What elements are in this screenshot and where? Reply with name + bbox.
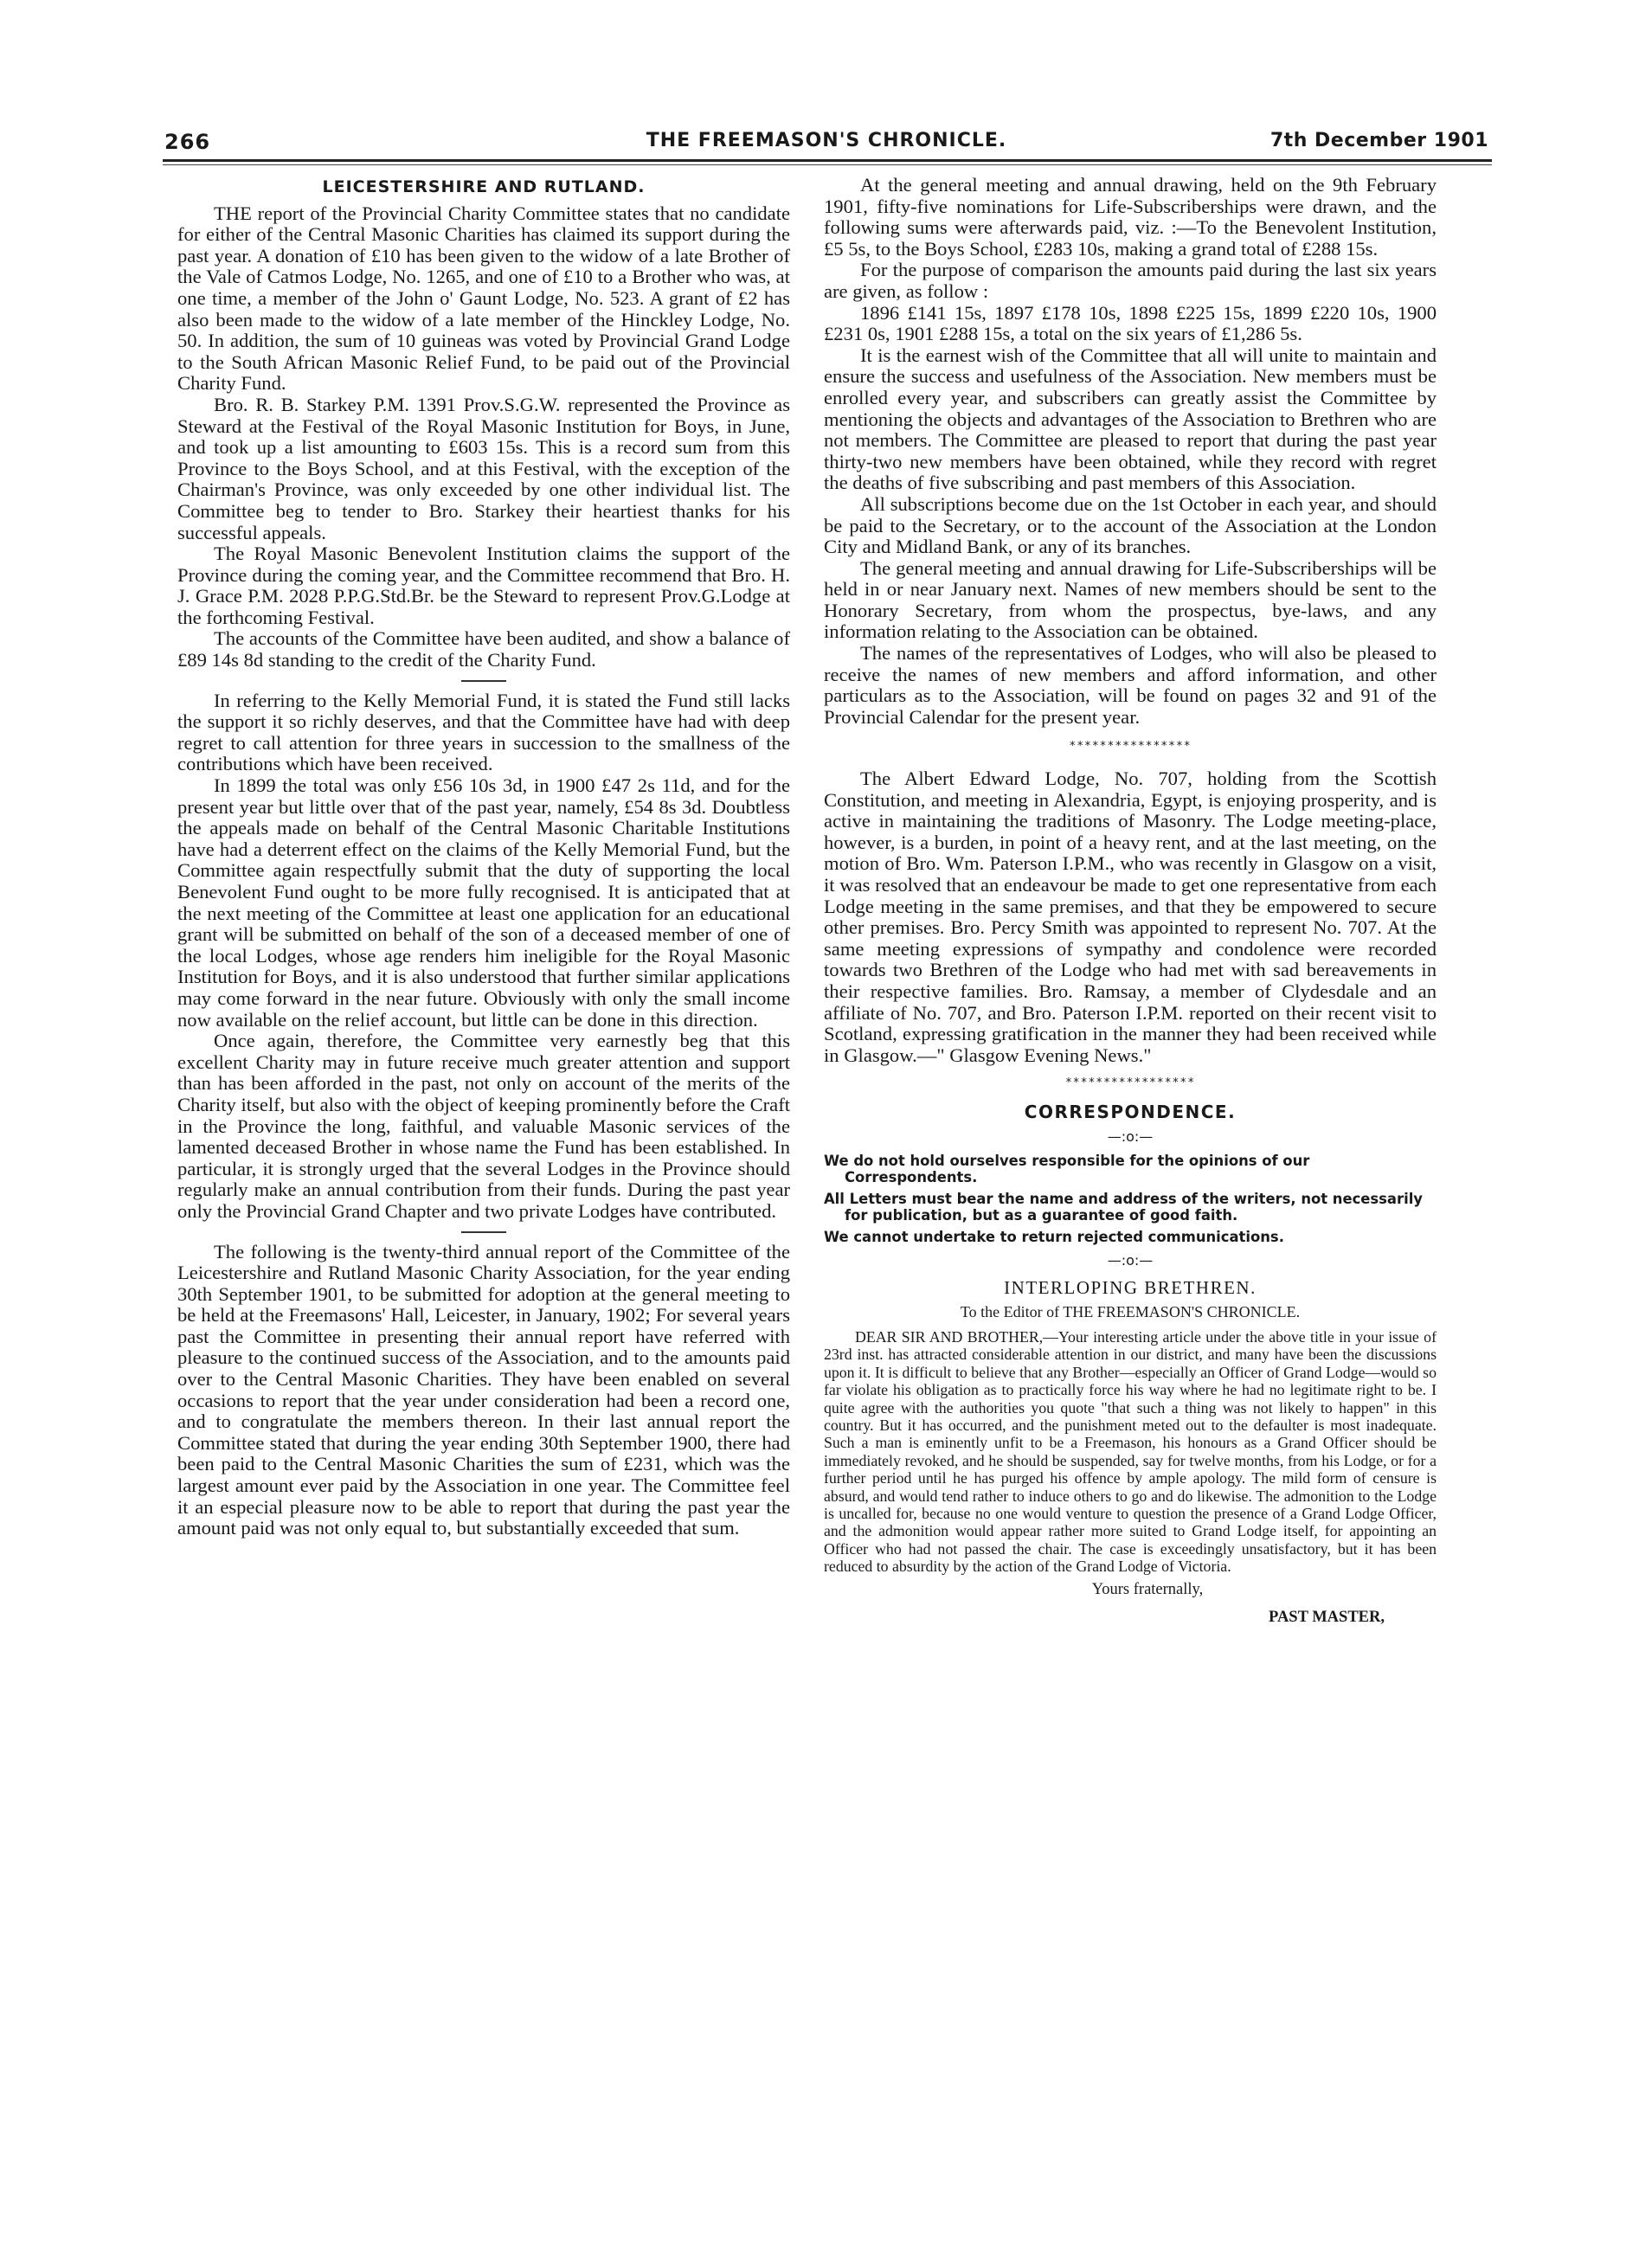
paragraph: For the purpose of comparison the amounts paid during the last six years are given, as follow : bbox=[824, 259, 1437, 302]
section-divider bbox=[461, 680, 506, 682]
paragraph: All subscriptions become due on the 1st October in each year, and should be paid to the Secretary, or to the account of the Association at the London City and Midland Bank, or any of its branches. bbox=[824, 492, 1437, 558]
left-column bbox=[177, 175, 790, 1539]
page-number: 266 bbox=[164, 130, 211, 154]
paragraph: THE report of the Provincial Charity Committee states that no candidate for either of the Central Masonic Charities has claimed its support during the past year. A donation of £10 has been given to the widow of a late Brother of the Vale of Catmos Lodge, No. 1265, and one of £10 to a Brother who was, at one time, a member of the John o' Gaunt Lodge, No. 523. A grant of £2 has also been made to the widow of a late member of the Hinckley Lodge, No. 50. In addition, the sum of 10 guineas was voted by Provincial Grand Lodge to the South African Masonic Relief Fund, to be paid out of the Provincial Charity Fund. bbox=[177, 202, 790, 395]
paragraph: The accounts of the Committee have been audited, and show a balance of £89 14s 8d standing to the credit of the Charity Fund. bbox=[177, 627, 790, 671]
paragraph: At the general meeting and annual drawing, held on the 9th February 1901, fifty-five nominations for Life-Subscriberships were drawn, and the following sums were afterwards paid, viz. :—To the Benevolent Institution, £5 5s, to the Boys School, £283 10s, making a grand total of £288 15s. bbox=[824, 174, 1437, 260]
paragraph: The Albert Edward Lodge, No. 707, holding from the Scottish Constitution, and meeting in Alexandria, Egypt, is enjoying prosperity, and is active in maintaining the traditions of Masonry. The Lodge meeting-place, however, is a burden, in point of a heavy rent, and at the last meeting, on the motion of Bro. Wm. Paterson I.P.M., who was recently in Glasgow on a visit, it was resolved that an endeavour be made to get one representative from each Lodge meeting in the same premises, and that they be empowered to secure other premises. Bro. Percy Smith was appointed to represent No. 707. At the same meeting expressions of sympathy and condolence were recorded towards two Brethren of the Lodge who had met with sad bereavements in their respective families. Bro. Ramsay, a member of Clydesdale and an affiliate of No. 707, and Bro. Paterson I.P.M. reported on their recent visit to Scotland, expressing gratification in the manner they had been received while in Glasgow.—" Glasgow Evening News." bbox=[824, 768, 1437, 1066]
letter-text: —Your interesting article under the above title in your issue of 23rd inst. has attracted considerable attention in our district, and many have been the discussions upon it. It is difficult to believe that any Brother—especially an Officer of Grand Lodge—would so far violate his obligation as to practically force his way where he had no legitimate right to be. I quite agree with the authorities you quote "that such a thing was not likely to happen" in this country. But it has occurred, and the punishment meted out to the defaulter is most inadequate. Such a man is eminently unfit to be a Freemason, his honours as a Grand Officer should be immediately revoked, and he should be suspended, say for twelve months, from his Lodge, or for a further period until he has purged his offence by ample apology. The mild form of censure is absurd, and would tend rather to induce others to go and do likewise. The admonition to the Lodge is uncalled for, because no one would venture to question the presence of a Grand Lodge Officer, and the admonition would appear rather more suited to Grand Lodge itself, for appointing an Officer who had not passed the chair. The case is exceedingly unsatisfactory, but it has been reduced to absurdity by the action of the Grand Lodge of Victoria. bbox=[824, 1327, 1437, 1576]
paragraph: The following is the twenty-third annual report of the Committee of the Leicestershire and Rutland Masonic Charity Association, for the year ending 30th September 1901, to be submitted for adoption at the general meeting to be held at the Freemasons' Hall, Leicester, in January, 1902; For several years past the Committee in presenting their annual report have referred with pleasure to the continued success of the Association, and to the amounts paid over to the Central Masonic Charities. They have been enabled on several occasions to report that the year under consideration had been a record one, and to congratulate the members thereon. In their last annual report the Committee stated that during the year ending 30th September 1900, there had been paid to the Central Masonic Charities the sum of £231, which was the largest amount ever paid by the Association in one year. The Committee feel it an especial pleasure now to be able to report that during the past year the amount paid was not only equal to, but substantially exceeded that sum. bbox=[177, 1240, 790, 1539]
paragraph: In 1899 the total was only £56 10s 3d, in 1900 £47 2s 11d, and for the present year but little over that of the past year, namely, £54 8s 3d. Doubtless the appeals made on behalf of the Central Masonic Charitable Institutions have had a deterrent effect on the claims of the Kelly Memorial Fund, but the Committee again respectfully submit that the duty of supporting the local Benevolent Fund ought to be more fully recognised. It is anticipated that at the next meeting of the Committee at least one application for an educational grant will be submitted on behalf of the son of a deceased member of one of the local Lodges, whose age renders him ineligible for the Royal Masonic Institution for Boys, and it is also understood that further similar applications may come forward in the near future. Obviously with only the small income now available on the relief account, but little can be done in this direction. bbox=[177, 774, 790, 1031]
editorial-notice: We do not hold ourselves responsible for the opinions of our Correspondents. bbox=[824, 1153, 1310, 1186]
letter-body bbox=[824, 1328, 1437, 1576]
ornament-separator: —:o:— bbox=[1107, 1252, 1154, 1269]
editorial-notice: All Letters must bear the name and address of the writers, not necessarily for publication, but as a guarantee of good faith. bbox=[824, 1191, 1423, 1224]
letter-closing: Yours fraternally, bbox=[1091, 1580, 1204, 1598]
paragraph: The general meeting and annual drawing for Life-Subscriberships will be held in or near January next. Names of new members should be sent to the Honorary Secretary, from whom the prospectus, bye-laws, and any information relating to the Association can be obtained. bbox=[824, 556, 1437, 643]
paragraph: 1896 £141 15s, 1897 £178 10s, 1898 £225 15s, 1899 £220 10s, 1900 £231 0s, 1901 £288 15s, a total on the six years of £1,286 5s. bbox=[824, 301, 1437, 345]
ornament-separator: —:o:— bbox=[1107, 1128, 1154, 1145]
paragraph: In referring to the Kelly Memorial Fund, it is stated the Fund still lacks the support it so richly deserves, and that the Committee have had with deep regret to call attention for three years in succession to the smallness of the contributions which have been received. bbox=[177, 689, 790, 775]
section-divider bbox=[461, 1231, 506, 1233]
letter-title: INTERLOPING BRETHREN. bbox=[1004, 1276, 1257, 1298]
section-heading: LEICESTERSHIRE AND RUTLAND. bbox=[322, 177, 646, 196]
star-divider: **************** bbox=[1069, 740, 1192, 754]
letter-addressee: To the Editor of THE FREEMASON'S CHRONICLE. bbox=[960, 1303, 1301, 1321]
letter-salutation: DEAR SIR AND BROTHER, bbox=[855, 1327, 1044, 1346]
issue-date: 7th December 1901 bbox=[1270, 130, 1488, 151]
paragraph: The Royal Masonic Benevolent Institution claims the support of the Province during the coming year, and the Committee recommend that Bro. H. J. Grace P.M. 2028 P.P.G.Std.Br. be the Steward to represent Prov.G.Lodge at the forthcoming Festival. bbox=[177, 543, 790, 628]
paragraph: Once again, therefore, the Committee very earnestly beg that this excellent Charity may in future receive much greater attention and support than has been afforded in the past, not only on account of the merits of the Charity itself, but also with the object of keeping prominently before the Craft in the Province the long, faithful, and valuable Masonic services of the lamented deceased Brother in whose name the Fund has been established. In particular, it is strongly urged that the several Lodges in the Province should regularly make an annual contribution from their funds. During the past year only the Provincial Grand Chapter and two private Lodges have contributed. bbox=[177, 1030, 790, 1222]
star-divider: ***************** bbox=[1064, 1076, 1196, 1090]
publication-title: THE FREEMASON'S CHRONICLE. bbox=[646, 130, 1007, 151]
paragraph: It is the earnest wish of the Committee that all will unite to maintain and ensure the success and usefulness of the Association. New members must be enrolled every year, and subscribers can greatly assist the Committee by mentioning the objects and advantages of the Association to Brethren who are not members. The Committee are pleased to report that during the past year thirty-two new members have been obtained, while they record with regret the deaths of five subscribing and past members of this Association. bbox=[824, 344, 1437, 494]
editorial-notice: We cannot undertake to return rejected communications. bbox=[824, 1229, 1284, 1246]
header-rule bbox=[163, 159, 1492, 162]
paragraph: Bro. R. B. Starkey P.M. 1391 Prov.S.G.W. represented the Province as Steward at the Festival of the Royal Masonic Institution for Boys, in June, and took up a list amounting to £603 15s. This is a record sum from this Province to the Boys School, and at this Festival, with the exception of the Chairman's Province, was only exceeded by one other individual list. The Committee beg to tender to Bro. Starkey their heartiest thanks for his successful appeals. bbox=[177, 393, 790, 543]
letter-signature: PAST MASTER, bbox=[1269, 1609, 1385, 1627]
paragraph: The names of the representatives of Lodges, who will also be pleased to receive the names of new members and afford information, and other particulars as to the Association, will be found on pages 32 and 91 of the Provincial Calendar for the present year. bbox=[824, 642, 1437, 728]
right-column bbox=[824, 175, 1437, 1629]
header-rule-thin bbox=[163, 164, 1492, 165]
correspondence-heading: CORRESPONDENCE. bbox=[1024, 1101, 1237, 1122]
